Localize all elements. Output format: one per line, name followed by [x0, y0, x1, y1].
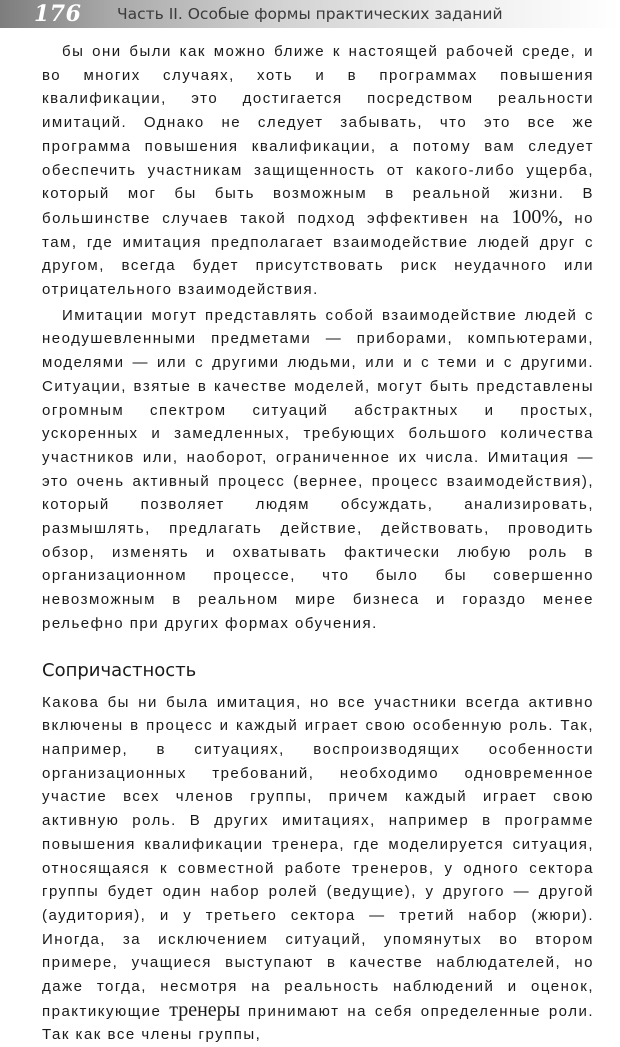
percent-value: 100%, — [511, 205, 564, 228]
paragraph-1 — [42, 40, 594, 302]
paragraph-2: Имитации могут представлять собой взаимодействие людей с неодушевленными предметами — приборами, компьютерами, моделями — или с другими людьми, или и с теми и с другими. Ситуации, взятые в качестве моделей, могут быть представлены огромным спектром ситуаций абстрактных и простых, ускоренных и замедленных, требующих большого количества участников или, наоборот, ограниченное их числа. Имитация — это очень активный процесс (вернее, процесс взаимодействия), который позволяет людям обсуждать, анализировать, размышлять, предлагать действие, действовать, проводить обзор, изменять и охватывать фактически любую роль в организационном процессе, что было бы совершенно невозможным в реальном мире бизнеса и гораздо менее рельефно при других формах обучения. — [42, 306, 594, 632]
paragraph-3-text-start: Какова бы ни была имитация, но все участники всегда активно включены в процесс и каждый играет свою особенную роль. Так, например, в ситуациях, воспроизводящих особенности организационных требований, необходимо одновременное участие всех членов группы, причем каждый играет свою активную роль. В других имитациях, например в программе повышения квалификации тренера, где моделируется ситуация, относящаяся к совместной работе тренеров, у одного сектора группы будет один набор ролей (ведущие), у другого — другой (аудитория), и у третьего сектора — третий набор (жюри). Иногда, за исключением ситуаций, упомянутых во втором примере, учащиеся выступают в качестве наблюдателей, но даже тогда, несмотря на реальность наблюдений и оценок, практикующие — [42, 693, 594, 1020]
paragraph-3 — [42, 691, 594, 1047]
page-body — [42, 40, 594, 1047]
paragraph-3-text-end: принимают на себя определенные роли. Так как все члены группы, — [42, 1002, 594, 1044]
running-title: Часть II. Особые формы практических заданий — [117, 5, 503, 23]
paragraph-1-text-start: бы они были как можно ближе к настоящей рабочей среде, и во многих случаях, хоть и в программах повышения квалификации, это достигается посредством реальности имитаций. Однако не следует забывать, что это все же программа повышения квалификации, а потому вам следует обеспечить участникам защищенность от какого-либо ущерба, который мог бы быть возможным в реальной жизни. В большинстве случаев такой подход эффективен на — [42, 43, 594, 227]
paragraph-1-text-end: но там, где имитация предполагает взаимодействие людей друг с другом, всегда будет присутствовать риск неудачного или отрицательного взаимодействия. — [42, 209, 594, 299]
page-header — [0, 0, 620, 32]
page-number: 176 — [34, 1, 82, 27]
trainers-word: тренеры — [169, 998, 241, 1021]
section-heading: Сопричастность — [42, 659, 197, 681]
